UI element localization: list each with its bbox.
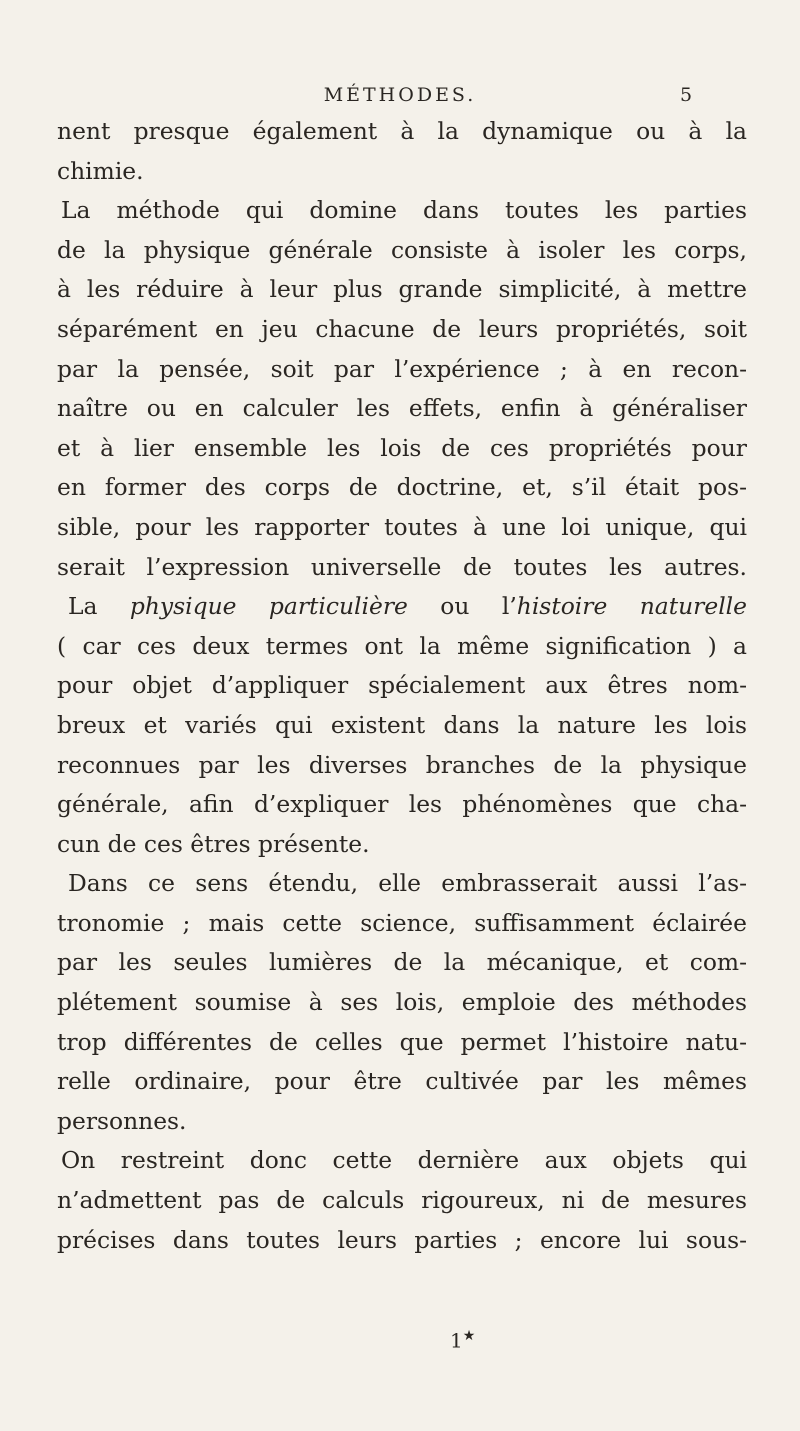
text-line: générale, afin d’expliquer les phénomènes que cha-: [57, 790, 747, 819]
text-line: nent presque également à la dynamique ou à la: [57, 117, 747, 145]
text-line: plétement soumise à ses lois, emploie des méthodes: [57, 988, 747, 1017]
text-line: à les réduire à leur plus grande simplicité, à mettre: [57, 275, 747, 304]
text-line: séparément en jeu chacune de leurs propriétés, soit: [57, 314, 747, 343]
italic-line-prefix: La: [68, 592, 130, 621]
text-line: reconnues par les diverses branches de la physique: [57, 750, 747, 779]
running-title: MÉTHODES.: [323, 84, 477, 106]
text-line: chimie.: [57, 156, 144, 185]
text-line: serait l’expression universelle de toutes les autres.: [57, 552, 747, 581]
text-line: en former des corps de doctrine, et, s’il était pos-: [57, 473, 747, 502]
text-line: personnes.: [57, 1106, 187, 1135]
text-line: sible, pour les rapporter toutes à une loi unique, qui: [57, 512, 747, 541]
text-line: de la physique générale consiste à isoler les corps,: [57, 235, 747, 264]
text-line: naître ou en calculer les effets, enfin à généraliser: [57, 394, 747, 423]
text-line: ( car ces deux termes ont la même signification ) a: [57, 631, 747, 660]
text-line: trop différentes de celles que permet l’histoire natu-: [57, 1027, 747, 1056]
text-line: tronomie ; mais cette science, suffisamment éclairée: [57, 908, 747, 937]
text-line: n’admettent pas de calculs rigoureux, ni de mesures: [57, 1186, 747, 1215]
text-line: La méthode qui domine dans toutes les parties: [61, 196, 747, 225]
text-line: et à lier ensemble les lois de ces propriétés pour: [57, 433, 747, 462]
text-line-italic: [57, 587, 747, 627]
text-line: pour objet d’appliquer spécialement aux êtres nom-: [57, 671, 747, 700]
text-line: relle ordinaire, pour être cultivée par les mêmes: [57, 1067, 747, 1096]
text-line: par les seules lumières de la mécanique, et com-: [57, 948, 747, 977]
running-head: [0, 84, 800, 114]
italic-line-middle: ou l’: [407, 592, 517, 621]
page-number: 5: [680, 84, 693, 106]
text-line: cun de ces êtres présente.: [57, 829, 370, 858]
term-physique-particuliere: physique particulière: [129, 592, 408, 621]
text-line: précises dans toutes leurs parties ; encore lui sous-: [57, 1225, 747, 1254]
star-icon: ★: [462, 1328, 476, 1344]
body-text: [57, 112, 747, 1260]
term-histoire-naturelle: histoire naturelle: [516, 592, 748, 621]
text-line: Dans ce sens étendu, elle embrasserait aussi l’as-: [68, 869, 747, 898]
signature-mark: [450, 1328, 475, 1353]
text-line: On restreint donc cette dernière aux objets qui: [61, 1146, 747, 1175]
signature-number: 1: [450, 1328, 463, 1353]
text-line: breux et variés qui existent dans la nature les lois: [57, 710, 747, 739]
text-line: par la pensée, soit par l’expérience ; à en recon-: [57, 354, 747, 383]
